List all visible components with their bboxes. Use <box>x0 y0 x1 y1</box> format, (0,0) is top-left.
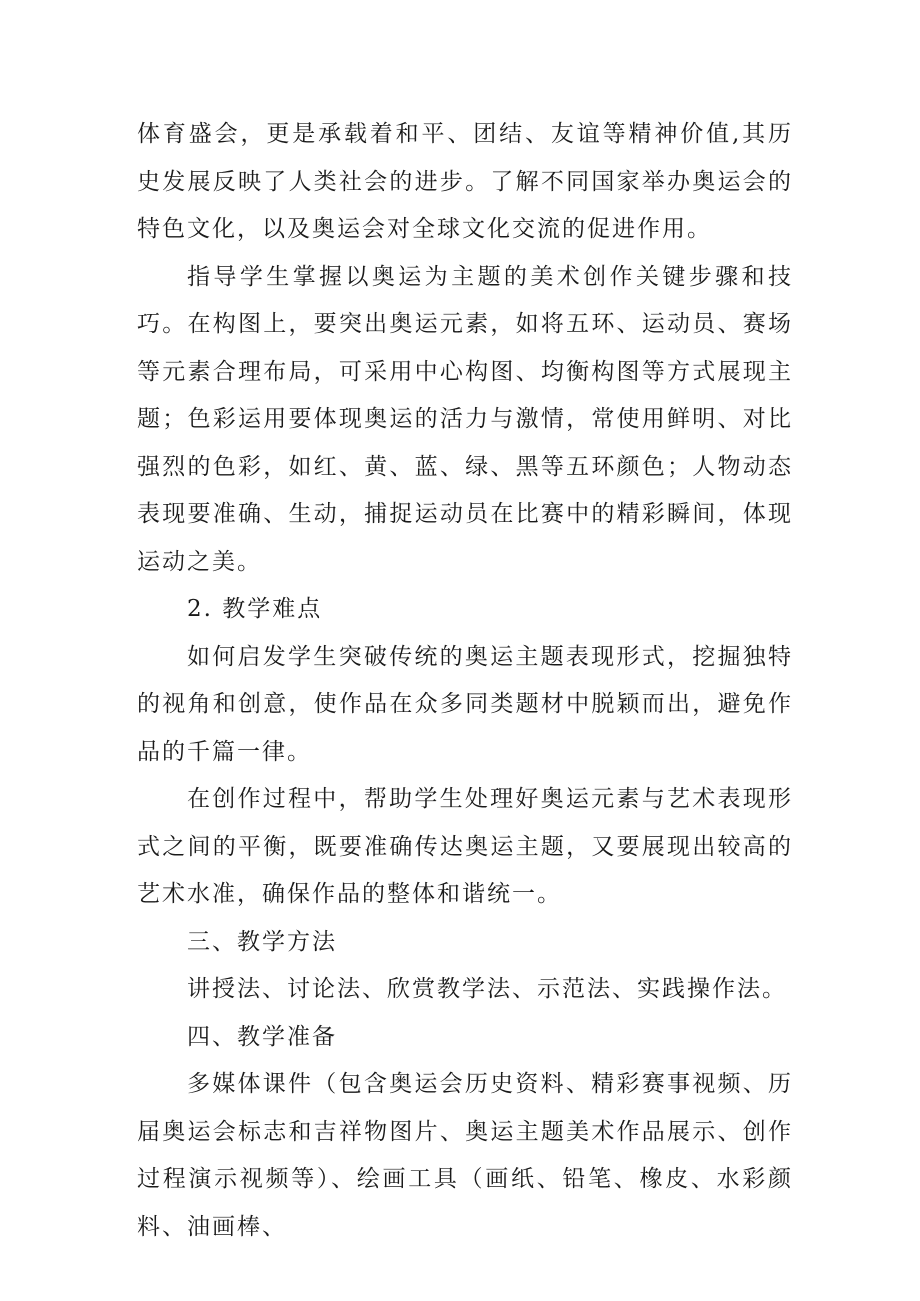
heading-teaching-preparation: 四、教学准备 <box>187 1023 337 1050</box>
document-body <box>137 111 793 1251</box>
paragraph-teaching-methods: 讲授法、讨论法、欣赏教学法、示范法、实践操作法。 <box>187 976 787 1002</box>
paragraph-continuation: 体育盛会，更是承载着和平、团结、友谊等精神价值,其历史发展反映了人类社会的进步。了解不同国家举办奥运会的特色文化，以及奥运会对全球文化交流的促进作用。 <box>137 121 793 242</box>
paragraph-difficulty-1: 如何启发学生突破传统的奥运主题表现形式，挖掘独特的视角和创意，使作品在众多同类题材中脱颖而出，避免作品的千篇一律。 <box>137 643 793 765</box>
paragraph-creation-guidance: 指导学生掌握以奥运为主题的美术创作关键步骤和技巧。在构图上，要突出奥运元素，如将五环、运动员、赛场等元素合理布局，可采用中心构图、均衡构图等方式展现主题；色彩运用要体现奥运的活力与激情，常使用鲜明、对比强烈的色彩，如红、黄、蓝、绿、黑等五环颜色；人物动态表现要准确、生动，捕捉运动员在比赛中的精彩瞬间，体现运动之美。 <box>137 263 793 575</box>
heading-teaching-difficulties: 2. 教学难点 <box>187 596 323 622</box>
heading-teaching-methods: 三、教学方法 <box>187 928 337 955</box>
paragraph-difficulty-2: 在创作过程中，帮助学生处理好奥运元素与艺术表现形式之间的平衡，既要准确传达奥运主题，又要展现出较高的艺术水准，确保作品的整体和谐统一。 <box>137 786 793 907</box>
paragraph-teaching-preparation: 多媒体课件（包含奥运会历史资料、精彩赛事视频、历届奥运会标志和吉祥物图片、奥运主题美术作品展示、创作过程演示视频等）、绘画工具（画纸、铅笔、橡皮、水彩颜料、油画棒、 <box>137 1071 793 1240</box>
